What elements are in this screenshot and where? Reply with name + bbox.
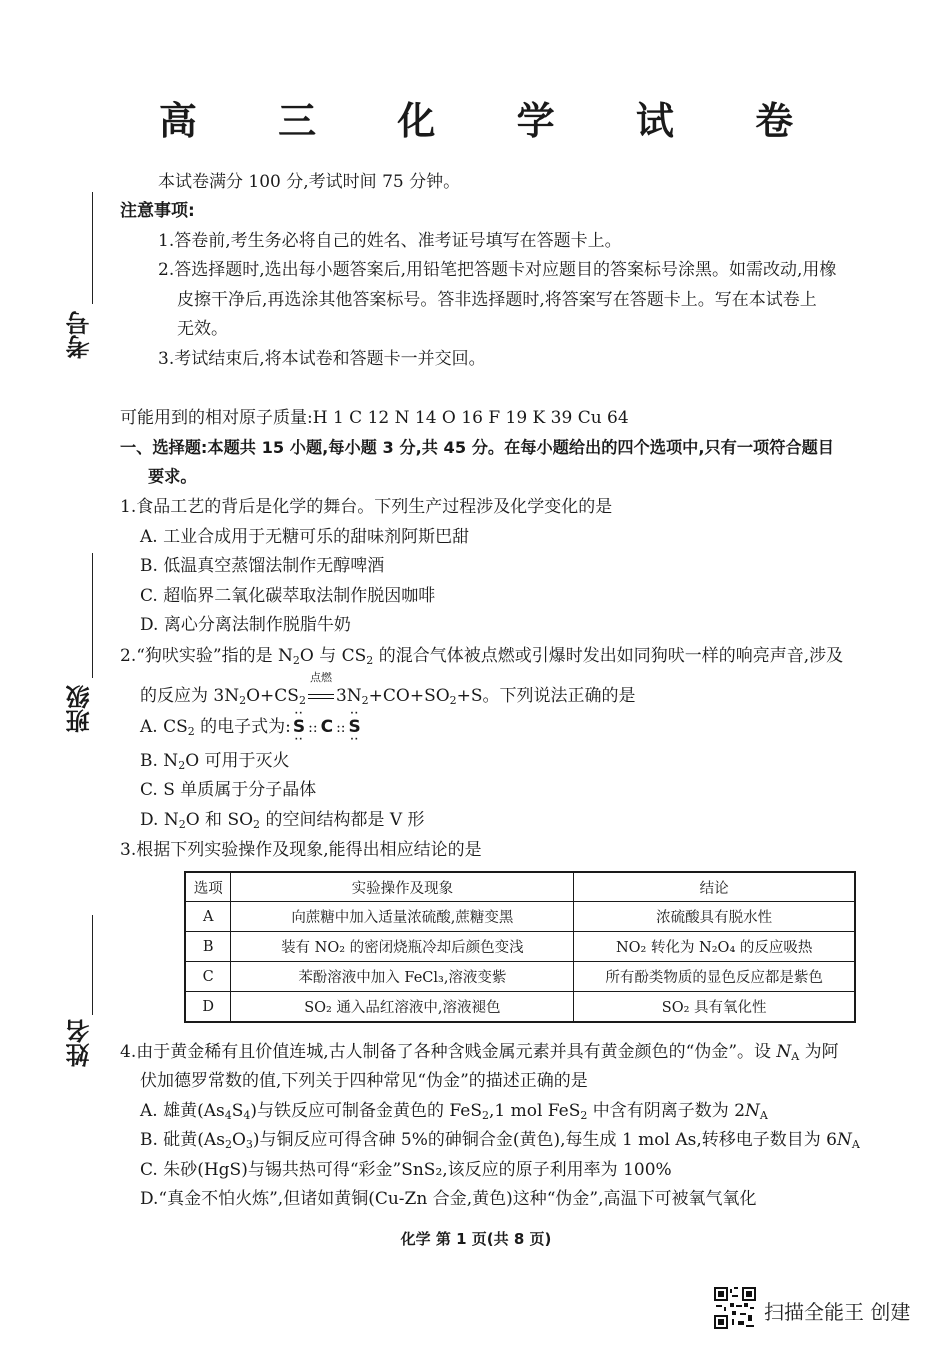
experiment-table xyxy=(184,871,856,1023)
cell-conclusion: 所有酚类物质的显色反应都是紫色 xyxy=(574,962,855,992)
q2-stem-line-1: 2.“狗吠实验”指的是 $N_2O$ 与 $CS_2$ 的混合气体被点燃或引爆时发出如同狗吠一样的响亮声音,涉及 xyxy=(120,646,844,667)
cell-operation: 苯酚溶液中加入 FeCl₃,溶液变紫 xyxy=(231,962,574,992)
table-row xyxy=(185,902,855,932)
name-line xyxy=(92,915,93,1015)
lewis-s2: ·· S ·· xyxy=(348,709,361,745)
page-title: 高 三 化 学 试 卷 xyxy=(158,99,828,143)
class-label: 班级 xyxy=(66,685,94,733)
exam-number-line xyxy=(92,192,93,304)
note-2-line-1: 2.答选择题时,选出每小题答案后,用铅笔把答题卡对应题目的答案标号涂黑。如需改动,用橡 xyxy=(158,260,837,280)
q2-option-c: C. S 单质属于分子晶体 xyxy=(140,780,317,800)
q2-option-a: A. $CS_2$ 的电子式为: ·· S ·· :: C :: ·· S ·· xyxy=(140,709,361,745)
note-2-line-2: 皮擦干净后,再选涂其他答案标号。答非选择题时,将答案写在答题卡上。写在本试卷上 xyxy=(177,290,817,310)
class-line xyxy=(92,553,93,678)
cell-operation: 装有 NO₂ 的密闭烧瓶冷却后颜色变浅 xyxy=(231,932,574,962)
q3-stem: 3.根据下列实验操作及现象,能得出相应结论的是 xyxy=(120,840,482,860)
exam-number-label: 考号 xyxy=(66,311,94,359)
atomic-mass-line: 可能用到的相对原子质量:H 1 C 12 N 14 O 16 F 19 K 39 Cu 64 xyxy=(120,408,629,428)
q4-stem-line-1: 4.由于黄金稀有且价值连城,古人制备了各种含贱金属元素并具有黄金颜色的“伪金”。设 $N_A$ 为阿 xyxy=(120,1042,839,1063)
q4-option-d: D.“真金不怕火炼”,但诸如黄铜(Cu-Zn 合金,黄色)这种“伪金”,高温下可被氧气氧化 xyxy=(140,1189,757,1209)
q4-stem-line-2: 伏加德罗常数的值,下列关于四种常见“伪金”的描述正确的是 xyxy=(140,1071,588,1091)
reaction-arrow: 点燃 xyxy=(308,685,334,707)
q2-option-d: D. $N_2O$ 和 $SO_2$ 的空间结构都是 V 形 xyxy=(140,810,425,831)
note-3: 3.考试结束后,将本试卷和答题卡一并交回。 xyxy=(158,349,486,369)
cell-option: D xyxy=(185,992,231,1023)
table-row xyxy=(185,992,855,1023)
q4-option-a: A. 雄黄$(As_4S_4)$与铁反应可制备金黄色的 FeS$_2$,1 mol FeS$_2$ 中含有阴离子数为 $2N_A$ xyxy=(140,1101,768,1122)
cell-conclusion: NO₂ 转化为 N₂O₄ 的反应吸热 xyxy=(574,932,855,962)
q1-option-b: B. 低温真空蒸馏法制作无醇啤酒 xyxy=(140,556,385,576)
note-2-line-3: 无效。 xyxy=(177,319,228,339)
q1-stem: 1.食品工艺的背后是化学的舞台。下列生产过程涉及化学变化的是 xyxy=(120,497,613,517)
cell-operation: SO₂ 通入品红溶液中,溶液褪色 xyxy=(231,992,574,1023)
cell-conclusion: 浓硫酸具有脱水性 xyxy=(574,902,855,932)
q1-option-c: C. 超临界二氧化碳萃取法制作脱因咖啡 xyxy=(140,586,436,606)
q2-option-b: B. $N_2O$ 可用于灭火 xyxy=(140,751,290,772)
watermark-text: 扫描全能王 创建 xyxy=(764,1300,911,1324)
header-option: 选项 xyxy=(185,872,231,902)
cell-option: A xyxy=(185,902,231,932)
lewis-s1: ·· S ·· xyxy=(292,709,306,745)
lewis-c: C xyxy=(320,717,334,737)
table-row xyxy=(185,962,855,992)
qr-code-icon xyxy=(714,1287,756,1329)
q4-option-c: C. 朱砂(HgS)与锡共热可得“彩金”SnS₂,该反应的原子利用率为 100% xyxy=(140,1160,672,1180)
q2-stem-line-2: 的反应为 $3N_2O+CS_2$ 点燃 $3N_2+CO+SO_2+S$。下列说法正确的是 xyxy=(140,671,636,707)
notes-heading: 注意事项: xyxy=(120,201,195,221)
name-label: 姓名 xyxy=(66,1019,94,1067)
intro-text: 本试卷满分 100 分,考试时间 75 分钟。 xyxy=(158,172,461,192)
q1-option-d: D. 离心分离法制作脱脂牛奶 xyxy=(140,615,351,635)
table-header-row xyxy=(185,872,855,902)
section-1-heading-cont: 要求。 xyxy=(148,467,197,486)
page-footer: 化学 第 1 页(共 8 页) xyxy=(400,1230,552,1248)
section-1-heading: 一、选择题:本题共 15 小题,每小题 3 分,共 45 分。在每小题给出的四个选项中,只有一项符合题目 xyxy=(120,438,834,457)
cell-option: C xyxy=(185,962,231,992)
header-conclusion: 结论 xyxy=(574,872,855,902)
cell-conclusion: SO₂ 具有氧化性 xyxy=(574,992,855,1023)
table-row xyxy=(185,932,855,962)
q4-option-b: B. 砒黄$(As_2O_3)$与铜反应可得含砷 5%的砷铜合金(黄色),每生成 1 mol As,转移电子数目为 $6N_A$ xyxy=(140,1130,860,1151)
cell-operation: 向蔗糖中加入适量浓硫酸,蔗糖变黑 xyxy=(231,902,574,932)
cell-option: B xyxy=(185,932,231,962)
q1-option-a: A. 工业合成用于无糖可乐的甜味剂阿斯巴甜 xyxy=(140,527,470,547)
header-operation: 实验操作及现象 xyxy=(231,872,574,902)
note-1: 1.答卷前,考生务必将自己的姓名、准考证号填写在答题卡上。 xyxy=(158,231,622,251)
